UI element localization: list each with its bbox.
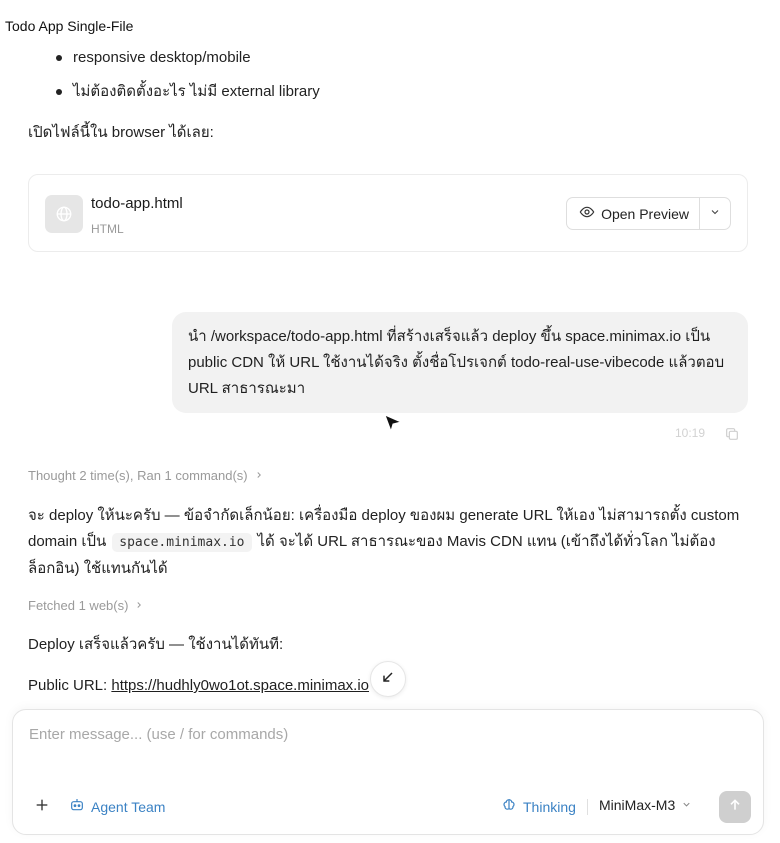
thinking-toggle[interactable]: Thinking [501, 797, 576, 816]
file-type: HTML [91, 222, 124, 236]
window-title: Todo App Single-File [5, 18, 139, 34]
public-url-link[interactable]: https://hudhly0wo1ot.space.minimax.io [111, 677, 370, 694]
feature-list [56, 47, 320, 115]
assistant-reply: จะ deploy ให้นะครับ — ข้อจำกัดเล็กน้อย: เครื่องมือ deploy ของผม generate URL ให้เอง ไม่สามารถตั้ง custom domain เป็น space.minimax.io ได้ จะได้ URL สาธารณะของ Mavis CDN แทน (เข้าถึงได้ทั่วโลก ไม่ต้องล็อกอิน) ใช้แทนกันได้ [28, 507, 740, 577]
fetch-summary[interactable]: Fetched 1 web(s) [28, 598, 144, 613]
public-url-line [28, 677, 369, 694]
brain-icon [501, 797, 517, 816]
robot-icon [69, 797, 85, 816]
inline-code: space.minimax.io [112, 533, 251, 552]
eye-icon [579, 204, 595, 223]
scroll-to-bottom-button[interactable] [370, 661, 406, 697]
public-url-label: Public URL: [28, 677, 108, 694]
open-preview-button[interactable] [567, 198, 700, 229]
mouse-cursor-icon [383, 413, 403, 438]
arrow-up-icon [727, 797, 743, 818]
chevron-down-icon [681, 797, 692, 813]
toolbar-divider [587, 799, 588, 815]
copy-icon[interactable] [724, 426, 740, 447]
message-timestamp: 10:19 [675, 426, 706, 440]
globe-icon [45, 195, 83, 233]
chevron-down-icon [709, 205, 721, 223]
plus-icon [34, 797, 50, 818]
message-composer [12, 709, 764, 835]
user-message-bubble: นำ /workspace/todo-app.html ที่สร้างเสร็จแล้ว deploy ขึ้น space.minimax.io เป็น public CDN ให้ URL ใช้งานได้จริง ตั้งชื่อโปรเจกต์ todo-real-use-vibecode แล้วตอบ URL สาธารณะมา [172, 312, 748, 413]
send-button[interactable] [719, 791, 751, 823]
model-selector[interactable]: MiniMax-M3 [599, 797, 692, 813]
message-input[interactable] [29, 726, 729, 743]
chevron-right-icon [254, 468, 264, 483]
file-attachment-card[interactable] [28, 174, 748, 252]
thought-summary[interactable]: Thought 2 time(s), Ran 1 command(s) [28, 468, 264, 483]
open-preview-label: Open Preview [601, 205, 689, 222]
deploy-status-text: Deploy เสร็จแล้วครับ — ใช้งานได้ทันที: [28, 636, 284, 653]
arrow-down-left-icon [380, 669, 396, 690]
list-item: ไม่ต้องติดตั้งอะไร ไม่มี external library [56, 81, 320, 115]
agent-team-button[interactable]: Agent Team [69, 797, 165, 816]
list-item: responsive desktop/mobile [56, 47, 320, 81]
add-attachment-button[interactable] [31, 796, 53, 818]
chevron-right-icon [134, 598, 144, 613]
intro-text: เปิดไฟล์นี้ใน browser ได้เลย: [28, 124, 214, 141]
preview-button-group [566, 197, 731, 230]
file-name: todo-app.html [91, 195, 183, 212]
preview-options-dropdown[interactable] [700, 198, 730, 229]
